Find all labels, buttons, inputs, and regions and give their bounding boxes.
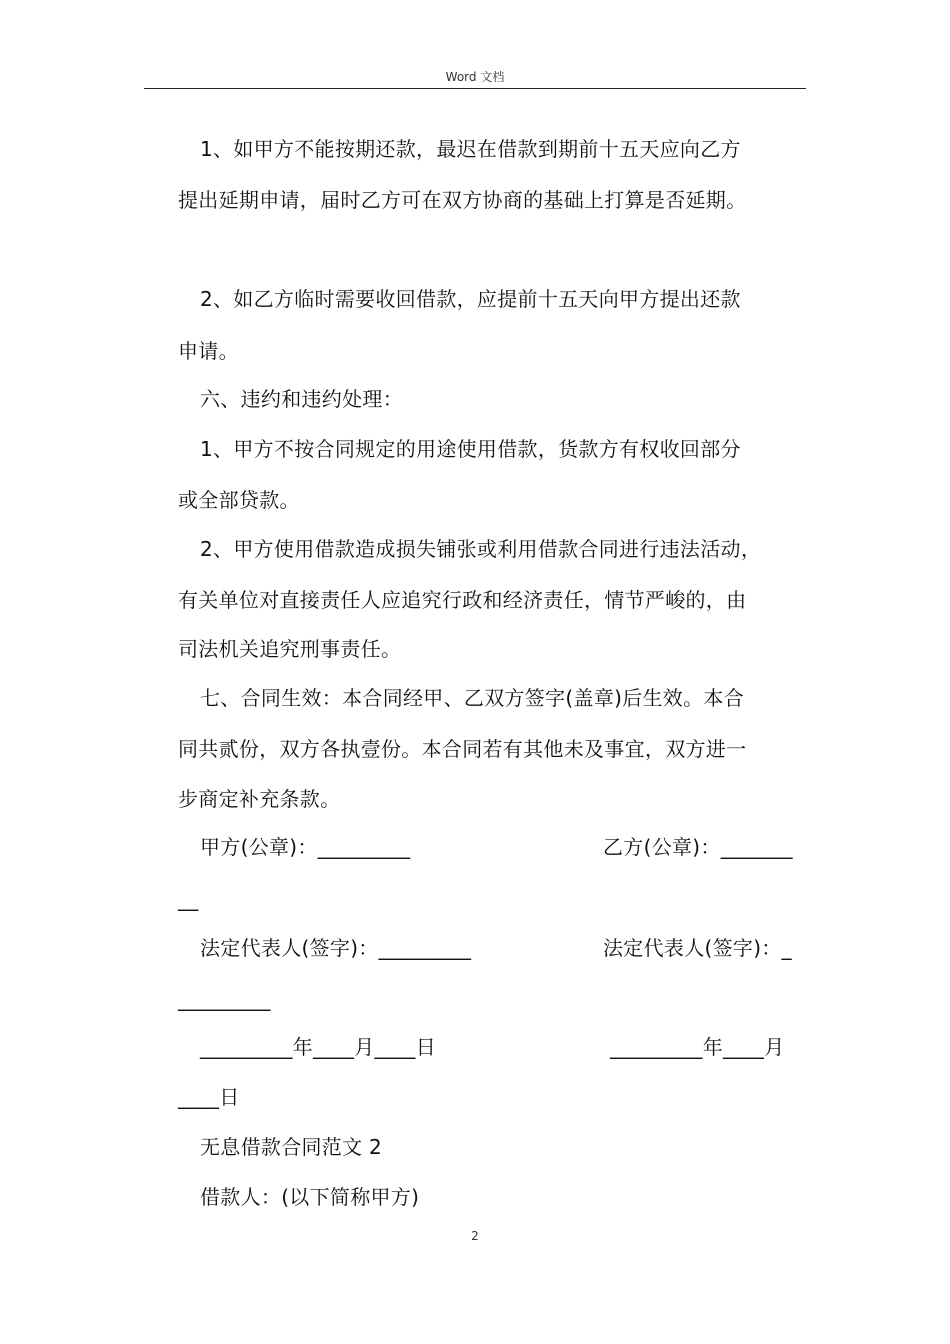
clause-1-line-2: 提出延期申请，届时乙方可在双方协商的基础上打算是否延期。 [178, 188, 747, 212]
party-a-seal: 甲方(公章)：_________ [200, 835, 411, 859]
clause-2-line-2: 申请。 [178, 339, 239, 363]
borrower-line: 借款人：(以下简称甲方) [200, 1185, 420, 1209]
clause-6-1-line-1: 1、甲方不按合同规定的用途使用借款，货款方有权收回部分 [200, 437, 741, 461]
party-b-date: _________年____月 [610, 1035, 785, 1059]
party-b-seal: 乙方(公章)：_______ [603, 835, 793, 859]
page-number: 2 [471, 1229, 479, 1243]
header-rule [144, 88, 806, 89]
clause-6-2-line-1: 2、甲方使用借款造成损失铺张或利用借款合同进行违法活动， [200, 537, 762, 561]
section-title-2: 无息借款合同范文 2 [200, 1135, 383, 1159]
clause-2-line-1: 2、如乙方临时需要收回借款，应提前十五天向甲方提出还款 [200, 287, 741, 311]
section-7-line-2: 同共贰份，双方各执壹份。本合同若有其他未及事宜，双方进一 [178, 737, 747, 761]
party-a-representative: 法定代表人(签字)：_________ [200, 936, 472, 960]
section-7-line-3: 步商定补充条款。 [178, 787, 341, 811]
party-b-representative: 法定代表人(签字)：_ [603, 936, 792, 960]
clause-6-2-line-3: 司法机关追究刑事责任。 [178, 637, 402, 661]
party-b-seal-cont: __ [178, 887, 199, 911]
section-6-heading: 六、违约和违约处理： [200, 387, 403, 411]
clause-6-2-line-2: 有关单位对直接责任人应追究行政和经济责任，情节严峻的，由 [178, 588, 747, 612]
party-a-date: _________年____月____日 [200, 1035, 436, 1059]
clause-1-line-1: 1、如甲方不能按期还款，最迟在借款到期前十五天应向乙方 [200, 137, 741, 161]
clause-6-1-line-2: 或全部贷款。 [178, 488, 300, 512]
party-b-representative-cont: _________ [178, 987, 271, 1011]
page-header: Word 文档 [445, 70, 505, 84]
party-b-date-cont: ____日 [178, 1085, 240, 1109]
section-7-line-1: 七、合同生效：本合同经甲、乙双方签字(盖章)后生效。本合 [200, 686, 745, 710]
